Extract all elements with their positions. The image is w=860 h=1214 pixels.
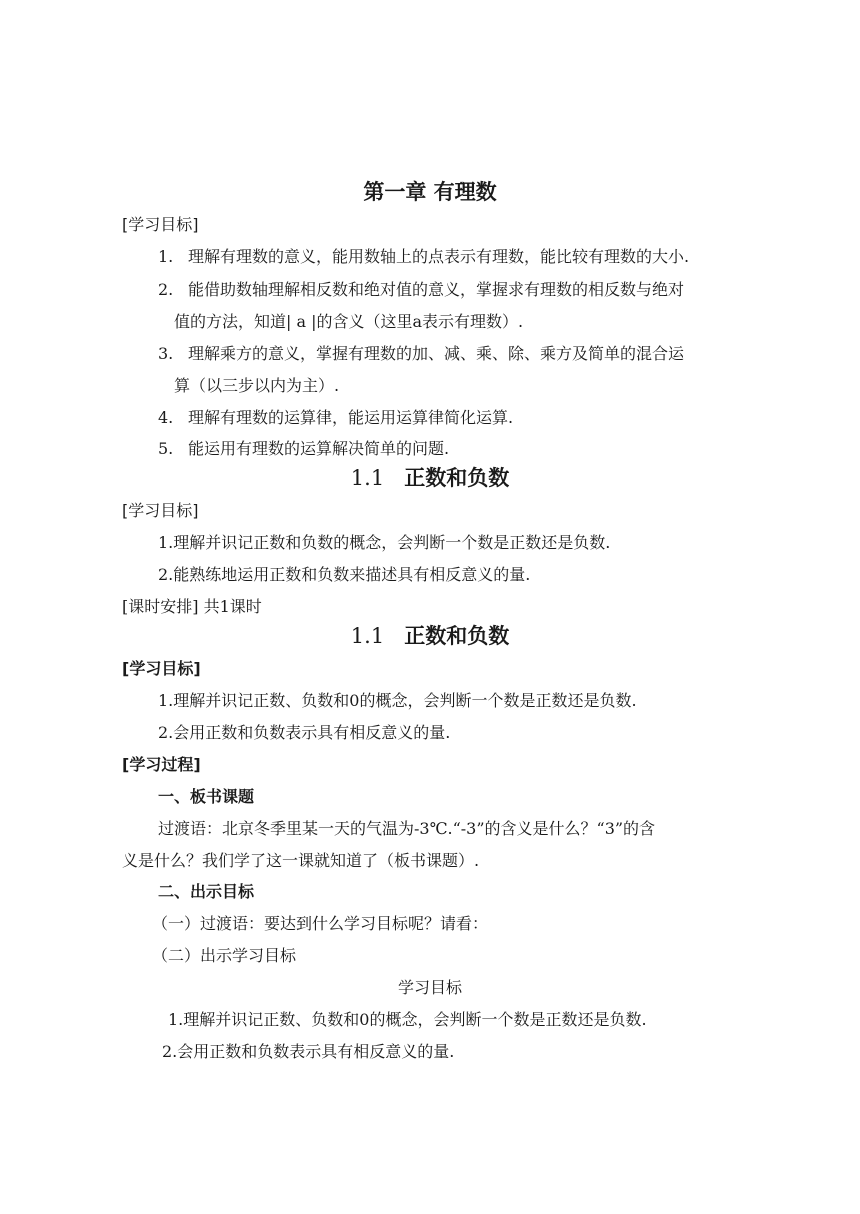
process-heading: [学习过程] bbox=[122, 755, 201, 774]
lesson-schedule: [课时安排] 共1课时 bbox=[122, 597, 262, 616]
step1-heading: 一、板书课题 bbox=[158, 787, 255, 806]
list-number: 2. bbox=[158, 280, 174, 299]
step1-text-continued: 义是什么？我们学了这一课就知道了（板书课题）. bbox=[122, 851, 480, 870]
list-text: 理解有理数的意义，能用数轴上的点表示有理数，能比较有理数的大小. bbox=[188, 247, 690, 266]
section-objectives-heading: [学习目标] bbox=[122, 501, 199, 520]
list-text: 能借助数轴理解相反数和绝对值的意义，掌握求有理数的相反数与绝对 bbox=[188, 280, 685, 299]
section-title bbox=[0, 464, 860, 492]
section-number: 1.1 bbox=[350, 466, 385, 490]
step2-item-2: （二）出示学习目标 bbox=[152, 946, 297, 965]
lesson-title bbox=[0, 622, 860, 650]
objectives-box-item-2: 2.会用正数和负数表示具有相反意义的量. bbox=[162, 1042, 455, 1061]
section-name: 正数和负数 bbox=[404, 466, 510, 490]
list-text: 理解有理数的运算律，能运用运算律简化运算. bbox=[188, 408, 514, 427]
lesson-objectives-heading: [学习目标] bbox=[122, 659, 201, 678]
chapter-objectives-heading: [学习目标] bbox=[122, 215, 199, 234]
lesson-objective-2: 2.会用正数和负数表示具有相反意义的量. bbox=[158, 723, 451, 742]
chapter-objective-3-continued: 算（以三步以内为主）. bbox=[174, 376, 340, 395]
lesson-name: 正数和负数 bbox=[404, 624, 510, 648]
objectives-box-item-1: 1.理解并识记正数、负数和0的概念，会判断一个数是正数还是负数. bbox=[168, 1010, 647, 1029]
list-number: 3. bbox=[158, 344, 174, 363]
list-number: 4. bbox=[158, 408, 174, 427]
chapter-objective-5 bbox=[158, 438, 449, 460]
step2-heading: 二、出示目标 bbox=[158, 882, 255, 901]
list-number: 5. bbox=[158, 439, 174, 458]
list-text: 能运用有理数的运算解决简单的问题. bbox=[188, 439, 450, 458]
section-objective-2: 2.能熟练地运用正数和负数来描述具有相反意义的量. bbox=[158, 565, 531, 584]
chapter-objective-1 bbox=[158, 246, 689, 268]
objectives-box-title: 学习目标 bbox=[397, 978, 462, 997]
step1-text: 过渡语：北京冬季里某一天的气温为-3℃.“-3”的含义是什么？“3”的含 bbox=[158, 819, 656, 838]
chapter-title: 第一章 有理数 bbox=[363, 180, 497, 204]
step2-item-1: （一）过渡语：要达到什么学习目标呢？请看： bbox=[152, 914, 489, 933]
list-text: 理解乘方的意义，掌握有理数的加、减、乘、除、乘方及简单的混合运 bbox=[188, 344, 685, 363]
lesson-objective-1: 1.理解并识记正数、负数和0的概念，会判断一个数是正数还是负数. bbox=[158, 691, 637, 710]
chapter-objective-4 bbox=[158, 407, 513, 429]
lesson-number: 1.1 bbox=[350, 624, 385, 648]
chapter-objective-2 bbox=[158, 279, 684, 301]
chapter-objective-2-continued: 值的方法，知道| a |的含义（这里a表示有理数）. bbox=[174, 312, 524, 331]
section-objective-1: 1.理解并识记正数和负数的概念，会判断一个数是正数还是负数. bbox=[158, 533, 611, 552]
chapter-objective-3 bbox=[158, 343, 684, 365]
list-number: 1. bbox=[158, 247, 174, 266]
